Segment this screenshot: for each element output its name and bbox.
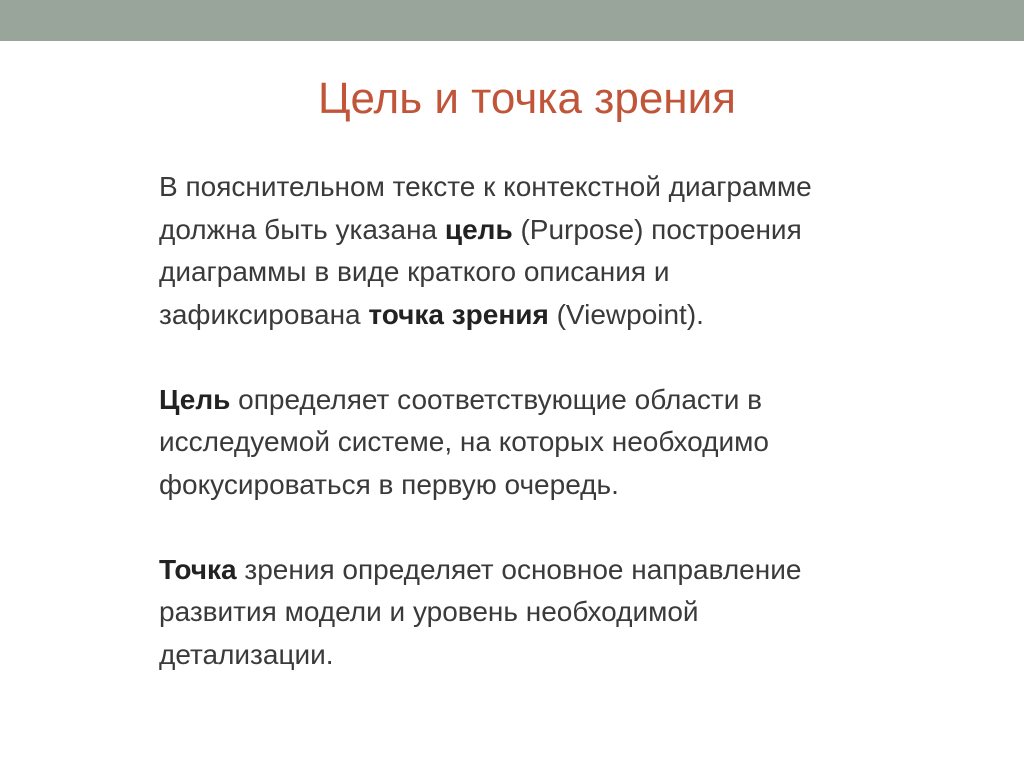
top-bar	[0, 0, 1024, 41]
text-run: фокусироваться в первую очередь.	[159, 468, 619, 500]
text-run: В пояснительном тексте к контекстной диаграмме	[159, 171, 812, 202]
text-run: (Purpose) построения	[512, 213, 802, 245]
text-run: зафиксирована	[159, 298, 369, 330]
paragraph-viewpoint	[159, 549, 979, 677]
bold-term: Цель	[159, 383, 231, 415]
slide-title: Цель и точка зрения	[318, 74, 736, 123]
text-line	[159, 591, 979, 634]
text-line	[159, 464, 979, 507]
text-line	[159, 209, 979, 252]
text-line	[159, 166, 979, 209]
text-run: развития модели и уровень необходимой	[159, 596, 699, 627]
paragraph-purpose	[159, 379, 979, 507]
text-line	[159, 379, 979, 422]
bold-term: Точка	[159, 553, 237, 585]
text-run: детализации.	[159, 638, 334, 670]
text-run: зрения определяет основное направление	[236, 553, 802, 585]
text-line	[159, 251, 979, 294]
bold-term: цель	[444, 213, 513, 245]
text-run: диаграммы в виде краткого описания и	[159, 256, 670, 287]
text-line	[159, 549, 979, 592]
text-line	[159, 294, 979, 337]
bold-term: точка зрения	[368, 298, 549, 330]
text-run: должна быть указана	[159, 213, 445, 245]
paragraph-purpose-viewpoint	[159, 166, 979, 336]
text-line	[159, 634, 979, 677]
text-run: исследуемой системе, на которых необходимо	[159, 426, 769, 457]
text-run: (Viewpoint).	[548, 298, 704, 330]
text-run: определяет соответствующие области в	[230, 383, 763, 415]
text-line	[159, 421, 979, 464]
slide-body	[159, 166, 979, 676]
